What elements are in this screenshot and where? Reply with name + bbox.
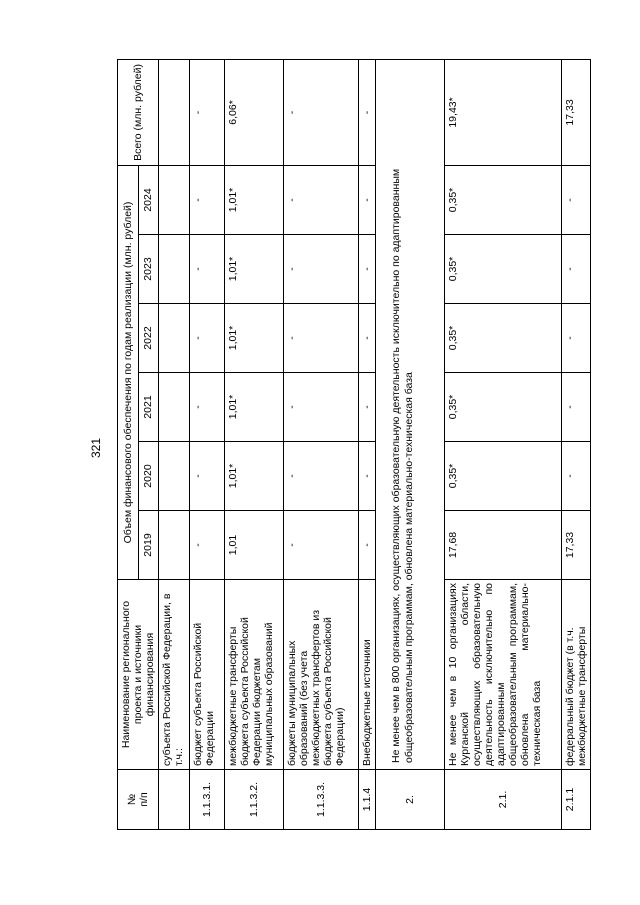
row-value: - bbox=[284, 373, 359, 442]
row-name: Не менее чем в 10 организациях Курганской области, осуществляющих образовательную деятельность исключительно по адаптированным общеобразовательным программам, обновлена материально-техническая база bbox=[445, 580, 562, 770]
row-total: 17,33 bbox=[562, 59, 591, 165]
row-num: 1.1.4 bbox=[359, 770, 376, 830]
table-row bbox=[445, 59, 562, 829]
row-num: 1.1.3.2. bbox=[225, 770, 284, 830]
table-row bbox=[284, 59, 359, 829]
row-value: 1,01 bbox=[225, 511, 284, 580]
row-value: - bbox=[284, 442, 359, 511]
header-year: 2022 bbox=[138, 304, 159, 373]
row-value: - bbox=[190, 165, 225, 234]
row-value: 1,01* bbox=[225, 373, 284, 442]
table-row bbox=[190, 59, 225, 829]
rotated-table-container bbox=[117, 60, 617, 830]
row-name: бюджет субъекта Российской Федерации bbox=[190, 580, 225, 770]
row-value: - bbox=[359, 373, 376, 442]
header-year: 2020 bbox=[138, 442, 159, 511]
row-value: - bbox=[562, 235, 591, 304]
table-row bbox=[562, 59, 591, 829]
row-total bbox=[159, 59, 190, 165]
table-row bbox=[359, 59, 376, 829]
header-num: № п/п bbox=[118, 770, 159, 830]
row-name: субъекта Российской Федерации, в т.ч.: bbox=[159, 580, 190, 770]
table-row bbox=[225, 59, 284, 829]
section-row bbox=[376, 59, 445, 829]
row-total: - bbox=[190, 59, 225, 165]
row-value: - bbox=[190, 442, 225, 511]
row-value: 1,01* bbox=[225, 235, 284, 304]
row-total: 19,43* bbox=[445, 59, 562, 165]
row-value: 0,35* bbox=[445, 235, 562, 304]
row-num bbox=[159, 770, 190, 830]
row-value: 0,35* bbox=[445, 442, 562, 511]
row-value: - bbox=[190, 304, 225, 373]
row-total: - bbox=[284, 59, 359, 165]
row-total: 6,06* bbox=[225, 59, 284, 165]
row-value: - bbox=[562, 373, 591, 442]
header-year: 2021 bbox=[138, 373, 159, 442]
row-num: 2.1. bbox=[445, 770, 562, 830]
row-value: 1,01* bbox=[225, 304, 284, 373]
header-name: Наименование регионального проекта и источники финансирования bbox=[118, 580, 159, 770]
row-value: - bbox=[562, 442, 591, 511]
row-value: - bbox=[359, 511, 376, 580]
page-number: 321 bbox=[89, 437, 103, 459]
row-value: 1,01* bbox=[225, 165, 284, 234]
section-num: 2. bbox=[376, 770, 445, 830]
row-name: бюджеты муниципальных образований (без учета межбюджетных трансфертов из бюджета субъекта Российской Федерации) bbox=[284, 580, 359, 770]
header-year: 2023 bbox=[138, 235, 159, 304]
row-value: - bbox=[359, 235, 376, 304]
row-value: 1,01* bbox=[225, 442, 284, 511]
row-value bbox=[159, 235, 190, 304]
row-total: - bbox=[359, 59, 376, 165]
row-value: - bbox=[190, 373, 225, 442]
row-name: Внебюджетные источники bbox=[359, 580, 376, 770]
row-value: 0,35* bbox=[445, 304, 562, 373]
row-value bbox=[159, 442, 190, 511]
row-value: 17,68 bbox=[445, 511, 562, 580]
financing-table bbox=[117, 59, 591, 830]
row-value: 17,33 bbox=[562, 511, 591, 580]
row-value: - bbox=[284, 304, 359, 373]
row-value: - bbox=[359, 165, 376, 234]
table-row bbox=[159, 59, 190, 829]
row-value: - bbox=[190, 511, 225, 580]
row-value: - bbox=[284, 165, 359, 234]
row-value: 0,35* bbox=[445, 373, 562, 442]
row-value: - bbox=[284, 235, 359, 304]
row-value: - bbox=[562, 304, 591, 373]
row-value: - bbox=[359, 442, 376, 511]
row-num: 1.1.3.1. bbox=[190, 770, 225, 830]
row-value: - bbox=[284, 511, 359, 580]
header-total: Всего (млн. рублей) bbox=[118, 59, 159, 165]
row-value: - bbox=[190, 235, 225, 304]
row-value bbox=[159, 304, 190, 373]
row-value bbox=[159, 165, 190, 234]
header-volume: Объем финансового обеспечения по годам реализации (млн. рублей) bbox=[118, 165, 139, 579]
row-name: межбюджетные трансферты бюджета субъекта Российской Федерации бюджетам муниципальных образований bbox=[225, 580, 284, 770]
row-name: федеральный бюджет (в т.ч. межбюджетные трансферты bbox=[562, 580, 591, 770]
row-value bbox=[159, 511, 190, 580]
row-value: - bbox=[359, 304, 376, 373]
row-value bbox=[159, 373, 190, 442]
row-value: - bbox=[562, 165, 591, 234]
header-year: 2024 bbox=[138, 165, 159, 234]
section-title: Не менее чем в 800 организациях, осуществляющих образовательную деятельность исключительно по адаптированным общеобразовательным программам, обновлена материально-техническая база bbox=[376, 59, 445, 769]
row-num: 1.1.3.3. bbox=[284, 770, 359, 830]
header-row bbox=[118, 59, 139, 829]
row-num: 2.1.1 bbox=[562, 770, 591, 830]
header-year: 2019 bbox=[138, 511, 159, 580]
row-value: 0,35* bbox=[445, 165, 562, 234]
